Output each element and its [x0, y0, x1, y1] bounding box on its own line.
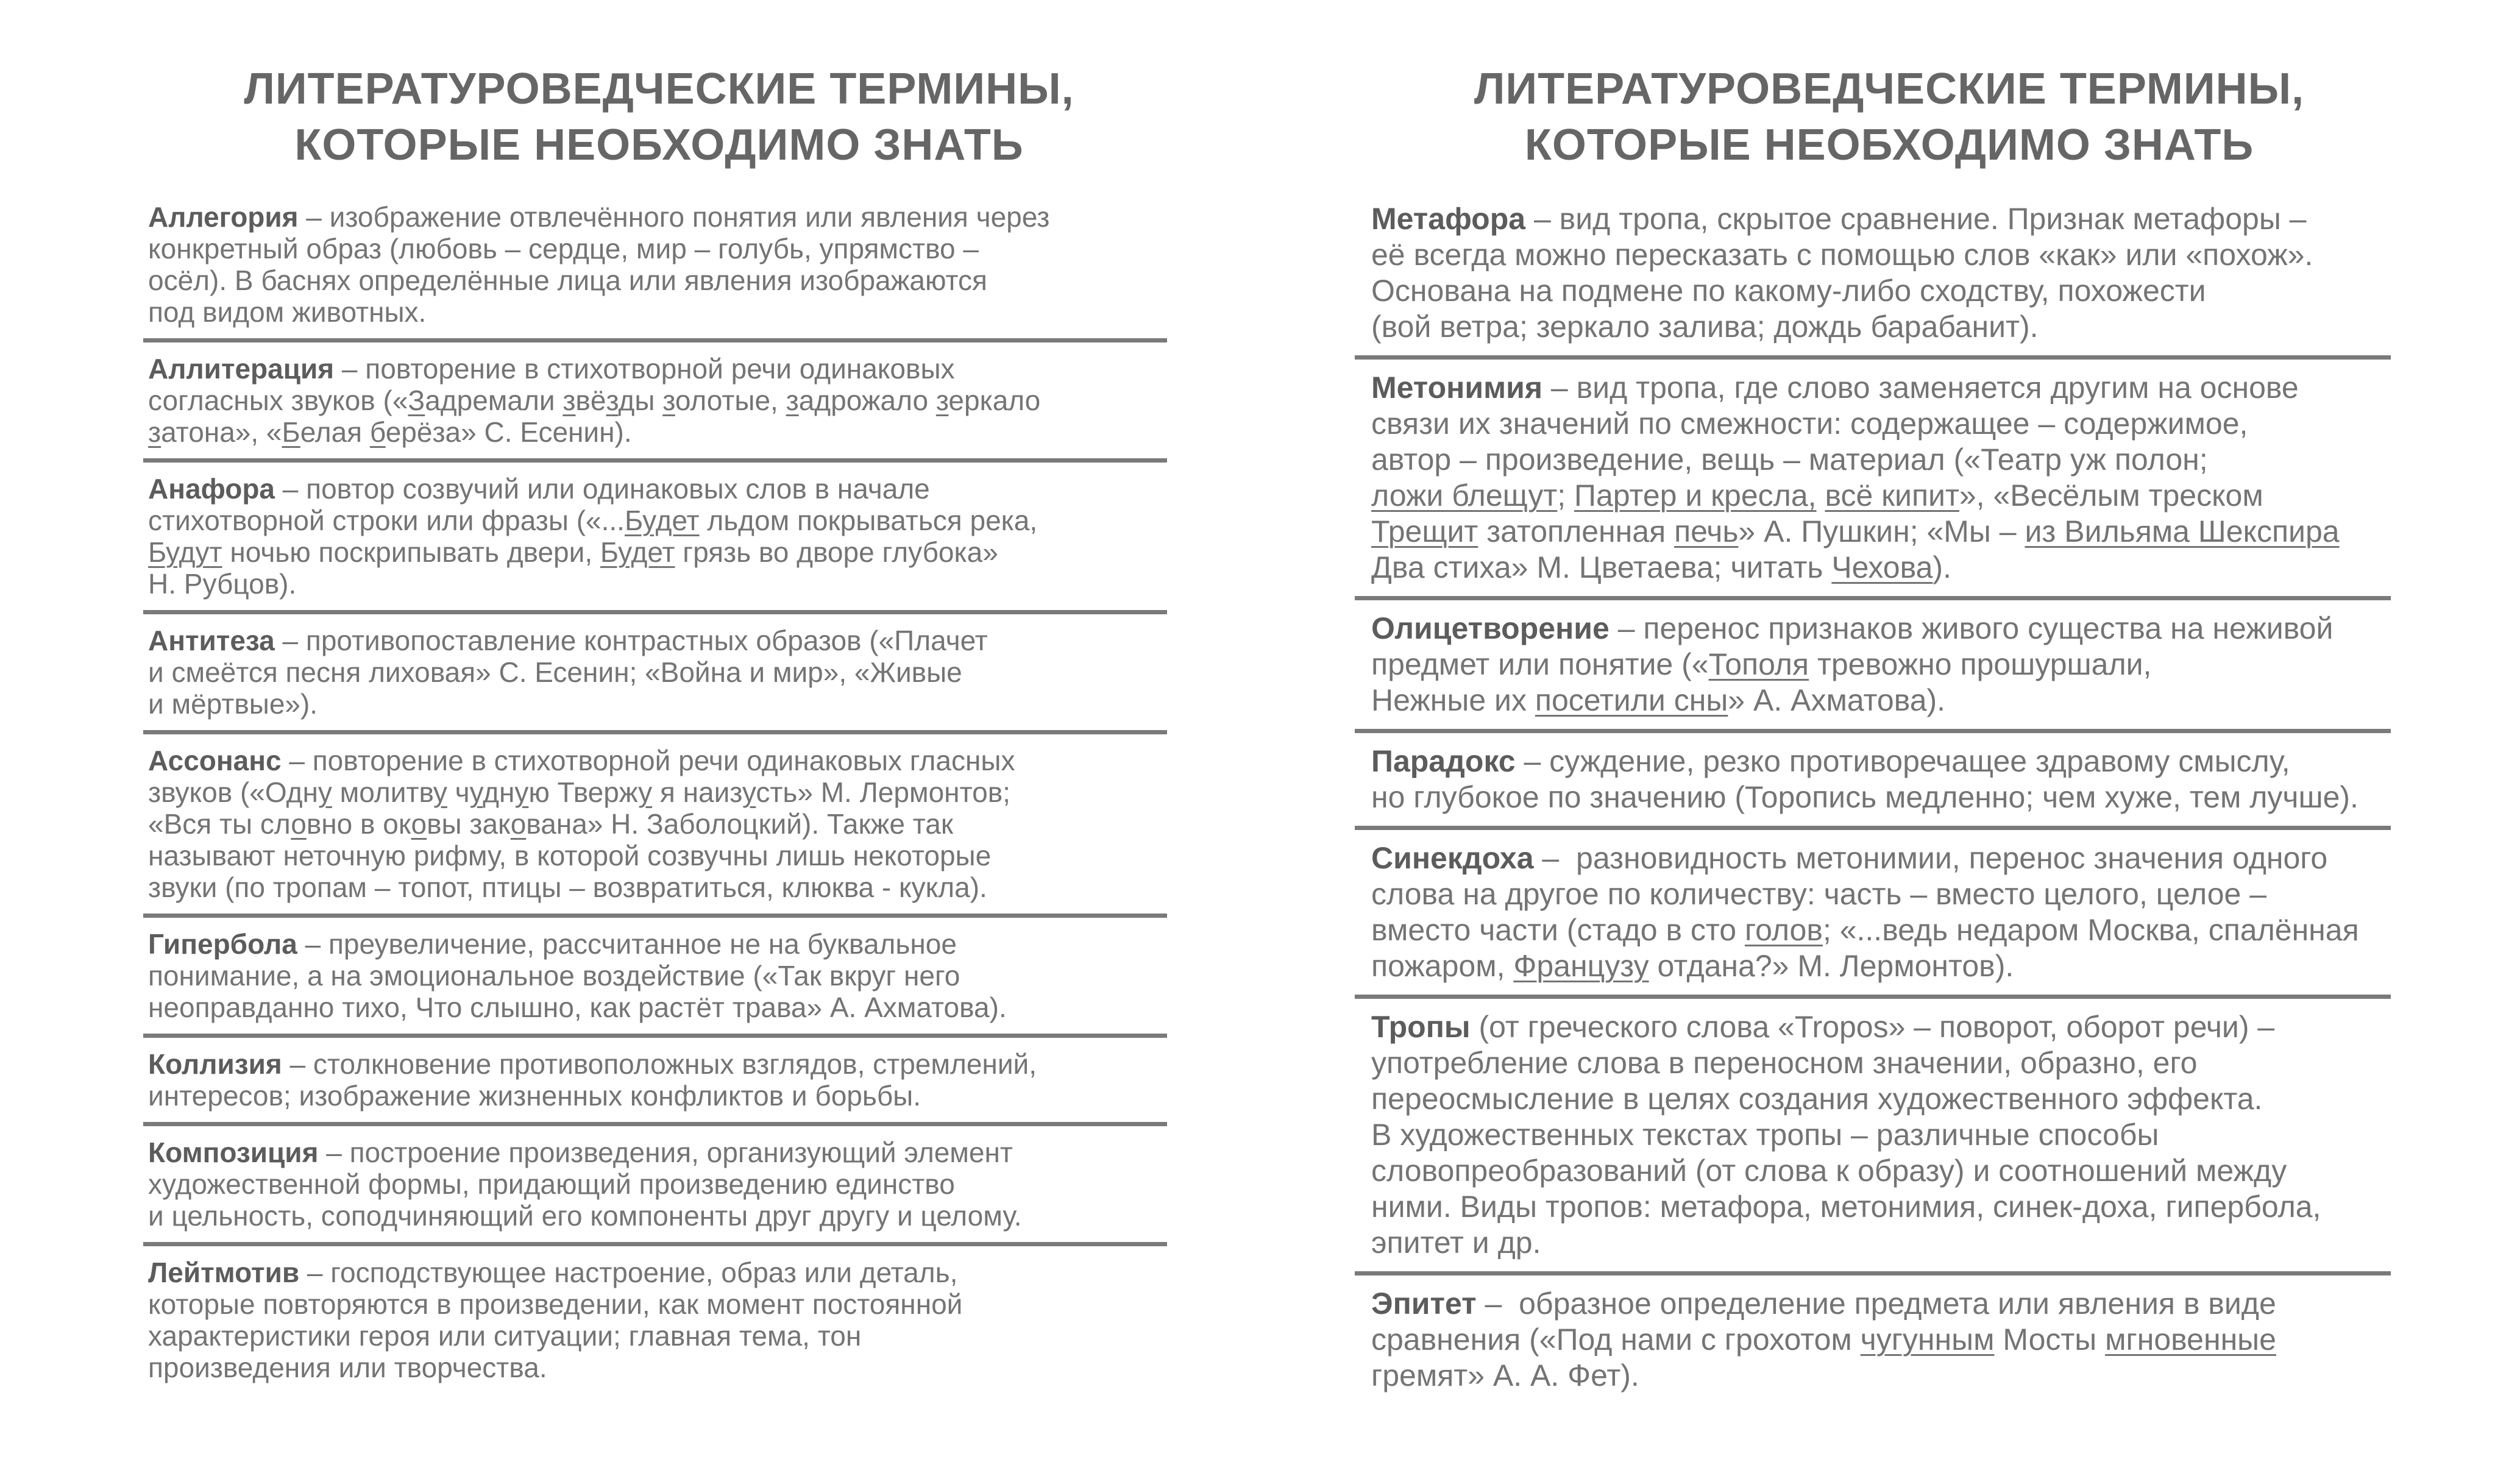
text-run: сравнения («Под нами с грохотом [1371, 1322, 1861, 1357]
definition-line [1371, 442, 2407, 478]
term-entry [148, 473, 1170, 600]
definition-line [1371, 876, 2407, 912]
term-name: Гипербола [148, 928, 297, 960]
text-run: – изображение отвлечённого понятия или явления через [298, 201, 1050, 233]
definition-line [148, 505, 1170, 536]
page-title-line-2: КОТОРЫЕ НЕОБХОДИМО ЗНАТЬ [294, 121, 1024, 169]
definition-line [148, 233, 1170, 264]
page-title-line-1: ЛИТЕРАТУРОВЕДЧЕСКИЕ ТЕРМИНЫ, [1474, 65, 2305, 113]
definition-line [1371, 514, 2407, 550]
text-run: Н. Рубцов). [148, 568, 297, 600]
page-title [148, 61, 1170, 173]
underlined-phrase: печь [1674, 514, 1739, 548]
page-title [1371, 61, 2407, 173]
text-run: вместо части (стадо в сто [1371, 913, 1745, 947]
text-run: неоправданно тихо, Что слышно, как растёт трава» А. Ахматова). [148, 992, 1007, 1023]
definition-line [148, 568, 1170, 600]
term-entry [1371, 743, 2407, 815]
text-run: дн [483, 776, 515, 808]
text-run: – вид тропа, где слово заменяется другим на основе [1542, 371, 2299, 405]
text-run: эпитет и др. [1371, 1226, 1541, 1260]
definition-line [1371, 1117, 2407, 1153]
term-name: Ассонанс [148, 745, 282, 776]
text-run: согласных звуков (« [148, 385, 408, 416]
underlined-phrase: Чехова [1831, 550, 1933, 584]
text-run: и цельность, соподчиняющий его компоненты друг другу и целому. [148, 1200, 1022, 1232]
text-run: Два стиха» М. Цветаева; читать [1371, 550, 1832, 584]
underlined-phrase: о [291, 808, 307, 840]
text-run: – перенос признаков живого существа на неживой [1609, 611, 2334, 645]
text-run: гремят» А. А. Фет). [1371, 1358, 1639, 1393]
underlined-phrase: чугунным [1860, 1322, 1995, 1357]
term-entry [148, 745, 1170, 903]
left-page [0, 0, 1170, 1383]
definition-line [148, 1137, 1170, 1168]
term-name: Антитеза [148, 625, 275, 656]
underlined-phrase: из Вильяма Шекспира [2025, 514, 2340, 548]
underlined-phrase: у [638, 776, 653, 808]
definition-line [148, 385, 1170, 416]
definition-line [148, 296, 1170, 328]
term-entry [1371, 1286, 2407, 1394]
definition-line [148, 776, 1170, 808]
separator-line [143, 338, 1167, 342]
definition-line [1371, 273, 2407, 309]
text-run: тревожно прошуршали, [1809, 647, 2152, 681]
separator-line [143, 458, 1167, 463]
term-name: Эпитет [1371, 1286, 1477, 1321]
term-name: Лейтмотив [148, 1257, 300, 1288]
definition-line [1371, 478, 2407, 514]
separator-line [143, 730, 1167, 734]
text-run: ды [618, 385, 663, 416]
underlined-phrase: Партер и кресла, [1574, 478, 1817, 513]
underlined-phrase: б [369, 416, 386, 448]
text-run: вё [575, 385, 606, 416]
definition-line [1371, 1358, 2407, 1394]
separator-line [1355, 826, 2391, 830]
definition-line [148, 1257, 1170, 1288]
definition-line [1371, 743, 2407, 779]
text-run: грязь во дворе глубока» [675, 536, 998, 568]
entries-list [148, 201, 1170, 1383]
definition-line [148, 960, 1170, 992]
term-name: Композиция [148, 1137, 319, 1168]
text-run: понимание, а на эмоциональное воздействие («Так вкруг него [148, 960, 960, 992]
text-run: но глубокое по значению (Торопись медленно; чем хуже, тем лучше). [1371, 780, 2359, 814]
definition-line [1371, 1081, 2407, 1117]
text-run: (вой ветра; зеркало залива; дождь барабанит). [1371, 310, 2039, 344]
entries-list [1371, 201, 2407, 1394]
definition-line [1371, 370, 2407, 406]
definition-line [1371, 1153, 2407, 1189]
separator-line [143, 1034, 1167, 1038]
definition-line [148, 1320, 1170, 1352]
text-run: «Вся ты сл [148, 808, 291, 840]
text-run: – столкновение противоположных взглядов, стремлений, [282, 1048, 1037, 1080]
definition-line [1371, 309, 2407, 345]
definition-line [1371, 1009, 2407, 1045]
separator-line [143, 1242, 1167, 1246]
text-run: и мёртвые»). [148, 688, 318, 720]
text-run: ерёза» С. Есенин). [385, 416, 632, 448]
underlined-phrase: всё кипит [1825, 478, 1959, 513]
term-name: Олицетворение [1371, 611, 1610, 645]
definition-line [148, 1352, 1170, 1383]
separator-line [1355, 596, 2391, 600]
text-run: сть» М. Лермонтов; [756, 776, 1010, 808]
text-run: – повтор созвучий или одинаковых слов в начале [275, 473, 930, 505]
text-run: ч [447, 776, 470, 808]
text-run: под видом животных. [148, 296, 427, 328]
underlined-phrase: ложи блещут [1371, 478, 1558, 513]
term-entry [148, 353, 1170, 448]
text-run: словопреобразований (от слова к образу) и соотношений между [1371, 1154, 2287, 1188]
text-run: осёл). В баснях определённые лица или явления изображаются [148, 264, 987, 296]
text-run: употребление слова в переносном значении, образно, его [1371, 1046, 2198, 1080]
definition-line [148, 1200, 1170, 1232]
text-run: – повторение в стихотворной речи одинаковых гласных [281, 745, 1015, 776]
text-run: переосмысление в целях создания художественного эффекта. [1371, 1082, 2263, 1116]
definition-line [1371, 840, 2407, 876]
underlined-phrase: З [408, 385, 425, 416]
text-run: адрожало [798, 385, 936, 416]
term-entry [1371, 840, 2407, 984]
underlined-phrase: Будет [600, 536, 675, 568]
definition-line [1371, 912, 2407, 948]
underlined-phrase: о [510, 808, 527, 840]
underlined-phrase: Трещит [1371, 514, 1478, 548]
text-run: Основана на подмене по какому-либо сходству, похожести [1371, 274, 2206, 308]
text-run: произведения или творчества. [148, 1352, 547, 1383]
definition-line [148, 1048, 1170, 1080]
term-entry [1371, 611, 2407, 718]
text-run: характеристики героя или ситуации; главная тема, тон [148, 1320, 862, 1352]
underlined-phrase: Будут [148, 536, 222, 568]
text-run: автор – произведение, вещь – материал («Театр уж полон; [1371, 442, 2208, 477]
term-name: Аллегория [148, 201, 299, 233]
term-name: Аллитерация [148, 353, 335, 385]
term-name: Парадокс [1371, 744, 1516, 778]
separator-line [143, 1122, 1167, 1126]
term-name: Метонимия [1371, 371, 1543, 405]
text-run: » А. Пушкин; «Мы – [1738, 514, 2025, 548]
text-run: вно в ок [306, 808, 411, 840]
definition-line [148, 688, 1170, 720]
text-run: олотые, [675, 385, 786, 416]
text-run: связи их значений по смежности: содержащее – содержимое, [1371, 406, 2248, 441]
text-run: – построение произведения, организующий элемент [318, 1137, 1013, 1168]
term-entry [1371, 1009, 2407, 1261]
definition-line [148, 353, 1170, 385]
definition-line [1371, 550, 2407, 586]
definition-line [148, 871, 1170, 903]
text-run: художественной формы, придающий произведению единство [148, 1168, 955, 1200]
right-page [1170, 0, 2520, 1394]
separator-line [1355, 1271, 2391, 1276]
definition-line [148, 536, 1170, 568]
underlined-phrase: у [318, 776, 332, 808]
underlined-phrase: посетили сны [1535, 683, 1728, 717]
text-run: отдана?» М. Лермонтов). [1649, 949, 2014, 983]
term-entry [148, 1048, 1170, 1112]
text-run: – разновидность метонимии, перенос значения одного [1533, 841, 2328, 875]
definition-line [148, 745, 1170, 776]
text-run: адремали [425, 385, 563, 416]
term-entry [1371, 201, 2407, 345]
definition-line [148, 264, 1170, 296]
page-title-line-1: ЛИТЕРАТУРОВЕДЧЕСКИЕ ТЕРМИНЫ, [244, 65, 1074, 113]
definition-line [1371, 237, 2407, 273]
definition-line [148, 840, 1170, 871]
definition-line [1371, 647, 2407, 683]
separator-line [1355, 729, 2391, 733]
underlined-phrase: з [148, 416, 161, 448]
term-name: Тропы [1371, 1010, 1471, 1044]
text-run: » А. Ахматова). [1728, 683, 1946, 717]
text-run: затопленная [1478, 514, 1675, 548]
definition-line [148, 625, 1170, 656]
definition-line [148, 1168, 1170, 1200]
term-entry [1371, 370, 2407, 586]
term-entry [148, 625, 1170, 720]
text-run: интересов; изображение жизненных конфликтов и борьбы. [148, 1080, 921, 1112]
text-run: её всегда можно пересказать с помощью слов «как» или «похож». [1371, 238, 2313, 272]
text-run [1817, 478, 1825, 513]
underlined-phrase: з [935, 385, 949, 416]
text-run: – суждение, резко противоречащее здравому смыслу, [1515, 744, 2290, 778]
text-run: ними. Виды тропов: метафора, метонимия, синек-доха, гипербола, [1371, 1190, 2321, 1224]
underlined-phrase: Б [282, 416, 300, 448]
text-run: – повторение в стихотворной речи одинаковых [334, 353, 955, 385]
definition-line [1371, 406, 2407, 442]
text-run: – вид тропа, скрытое сравнение. Признак метафоры – [1525, 202, 2307, 236]
text-run: – образное определение предмета или явления в виде [1476, 1286, 2276, 1321]
text-run: и смеётся песня лиховая» С. Есенин; «Война и мир», «Живые [148, 656, 962, 688]
definition-line [148, 1288, 1170, 1320]
underlined-phrase: у [514, 776, 529, 808]
term-entry [148, 1257, 1170, 1383]
definition-line [1371, 611, 2407, 647]
text-run: ). [1933, 550, 1951, 584]
text-run: вы зак [427, 808, 511, 840]
definition-line [1371, 1189, 2407, 1225]
text-run: вана» Н. Заболоцкий). Также так [526, 808, 954, 840]
text-run: – противопоставление контрастных образов («Плачет [274, 625, 988, 656]
definition-line [148, 416, 1170, 448]
definition-line [148, 201, 1170, 233]
text-run: атона», « [161, 416, 282, 448]
definition-line [1371, 201, 2407, 237]
underlined-phrase: Будет [624, 505, 700, 536]
underlined-phrase: у [469, 776, 483, 808]
definition-line [1371, 1322, 2407, 1358]
separator-line [1355, 355, 2391, 360]
definition-line [1371, 1225, 2407, 1261]
underlined-phrase: у [433, 776, 447, 808]
text-run: – преувеличение, рассчитанное не на буквальное [297, 928, 957, 960]
separator-line [143, 914, 1167, 918]
term-name: Метафора [1371, 202, 1526, 236]
underlined-phrase: з [563, 385, 576, 416]
text-run: которые повторяются в произведении, как момент постоянной [148, 1288, 963, 1320]
term-name: Анафора [148, 473, 275, 505]
term-entry [148, 1137, 1170, 1232]
text-run: », «Весёлым треском [1959, 478, 2263, 513]
definition-line [1371, 948, 2407, 984]
term-name: Коллизия [148, 1048, 282, 1080]
text-run: называют неточную рифму, в которой созвучны лишь некоторые [148, 840, 992, 871]
term-entry [148, 201, 1170, 328]
underlined-phrase: Французу [1513, 949, 1649, 983]
definition-line [1371, 683, 2407, 718]
text-run: слова на другое по количеству: часть – вместо целого, целое – [1371, 877, 2267, 911]
page-title-line-2: КОТОРЫЕ НЕОБХОДИМО ЗНАТЬ [1524, 121, 2254, 169]
text-run: елая [300, 416, 370, 448]
underlined-phrase: з [786, 385, 799, 416]
definition-line [148, 808, 1170, 840]
text-run: конкретный образ (любовь – сердце, мир – голубь, упрямство – [148, 233, 979, 264]
definition-line [148, 473, 1170, 505]
definition-line [1371, 779, 2407, 815]
text-run: ночью поскрипывать двери, [222, 536, 600, 568]
term-entry [148, 928, 1170, 1023]
definition-line [148, 992, 1170, 1023]
text-run: Нежные их [1371, 683, 1535, 717]
text-run: пожаром, [1371, 949, 1514, 983]
underlined-phrase: з [606, 385, 619, 416]
definition-line [148, 1080, 1170, 1112]
text-run: стихотворной строки или фразы («... [148, 505, 625, 536]
text-run: Мосты [1994, 1322, 2106, 1357]
text-run: молитв [332, 776, 433, 808]
text-run: – господствующее настроение, образ или деталь, [299, 1257, 958, 1288]
text-run: ю Тверж [528, 776, 639, 808]
text-run: (от греческого слова «Tropos» – поворот, оборот речи) – [1470, 1010, 2275, 1044]
separator-line [1355, 995, 2391, 999]
underlined-phrase: о [411, 808, 427, 840]
separator-line [143, 610, 1167, 614]
definition-line [148, 656, 1170, 688]
underlined-phrase: з [662, 385, 675, 416]
underlined-phrase: голов [1744, 913, 1823, 947]
text-run: предмет или понятие (« [1371, 647, 1709, 681]
text-run: я наиз [652, 776, 742, 808]
text-run: льдом покрываться река, [699, 505, 1038, 536]
definition-line [1371, 1045, 2407, 1081]
definition-line [148, 928, 1170, 960]
text-run: ; «...ведь недаром Москва, спалённая [1822, 913, 2359, 947]
text-run: звуков («Одн [148, 776, 318, 808]
text-run: В художественных текстах тропы – различные способы [1371, 1118, 2159, 1152]
text-run: звуки (по тропам – топот, птицы – возвратиться, клюква - кукла). [148, 871, 987, 903]
underlined-phrase: у [742, 776, 756, 808]
underlined-phrase: мгновенные [2105, 1322, 2276, 1357]
term-name: Синекдоха [1371, 841, 1534, 875]
underlined-phrase: Тополя [1708, 647, 1809, 681]
definition-line [1371, 1286, 2407, 1322]
text-run: ; [1557, 478, 1575, 513]
text-run: еркало [948, 385, 1041, 416]
